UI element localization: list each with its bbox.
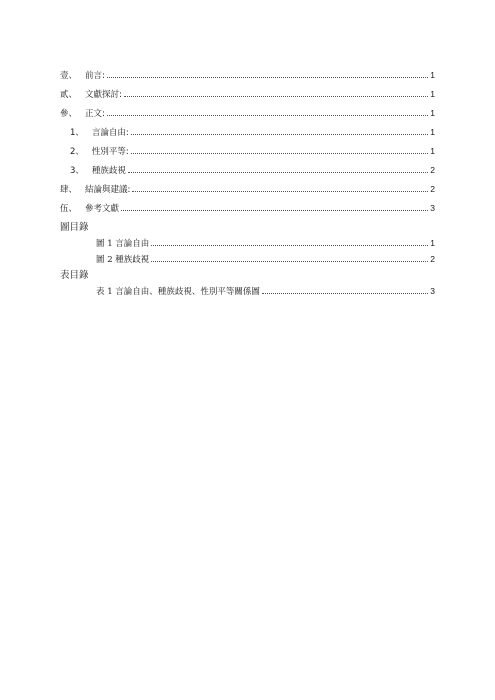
figure-page-number: 2 — [430, 254, 435, 264]
toc-entry-label: 參、 正文: — [60, 109, 105, 119]
dot-leader — [132, 190, 428, 192]
figure-list-heading: 圖目錄 — [60, 222, 89, 233]
table-page-number: 3 — [430, 286, 435, 296]
dot-leader — [131, 133, 428, 135]
dot-leader — [151, 244, 428, 246]
dot-leader — [131, 152, 428, 154]
toc-entry-label: 貳、 文獻探討: — [60, 90, 122, 100]
toc-entry-label: 伍、 參考文獻 — [60, 204, 120, 214]
table-entry-relationship[interactable] — [60, 286, 435, 298]
toc-page-number: 1 — [430, 108, 435, 118]
toc-page-number: 1 — [430, 127, 435, 137]
toc-page-number: 1 — [430, 89, 435, 99]
toc-page-number: 2 — [430, 165, 435, 175]
dot-leader — [107, 76, 428, 78]
toc-entry-conclusion[interactable] — [60, 184, 435, 196]
toc-entry-label: 3、 種族歧視 — [70, 166, 126, 176]
toc-page-number: 1 — [430, 146, 435, 156]
dot-leader — [107, 114, 428, 116]
toc-entry-main-text[interactable] — [60, 108, 435, 120]
toc-entry-label: 肆、 結論與建議: — [60, 185, 131, 195]
toc-page-number: 1 — [430, 70, 435, 80]
dot-leader — [124, 95, 428, 97]
toc-entry-preface[interactable] — [60, 70, 435, 82]
dot-leader — [121, 209, 428, 211]
toc-entry-free-speech[interactable] — [60, 127, 435, 139]
toc-entry-racial-discrimination[interactable] — [60, 165, 435, 177]
table-list-heading: 表目錄 — [60, 270, 89, 281]
dot-leader — [262, 292, 428, 294]
figure-page-number: 1 — [430, 238, 435, 248]
toc-entry-label: 1、 言論自由: — [70, 128, 129, 138]
figure-entry-label: 圖 2 種族歧視 — [96, 255, 150, 265]
table-of-contents — [60, 70, 435, 302]
figure-entry-free-speech[interactable] — [60, 238, 435, 250]
toc-entry-label: 壹、 前言: — [60, 71, 105, 81]
figure-entry-label: 圖 1 言論自由 — [96, 239, 150, 249]
toc-page-number: 3 — [430, 203, 435, 213]
toc-entry-label: 2、 性別平等: — [70, 147, 129, 157]
dot-leader — [128, 171, 428, 173]
table-entry-label: 表 1 言論自由、種族歧視、性別平等關係圖 — [96, 287, 260, 297]
toc-entry-gender-equality[interactable] — [60, 146, 435, 158]
toc-page-number: 2 — [430, 184, 435, 194]
toc-entry-references[interactable] — [60, 203, 435, 215]
dot-leader — [151, 260, 428, 262]
figure-entry-racial-discrimination[interactable] — [60, 254, 435, 266]
toc-entry-literature-review[interactable] — [60, 89, 435, 101]
